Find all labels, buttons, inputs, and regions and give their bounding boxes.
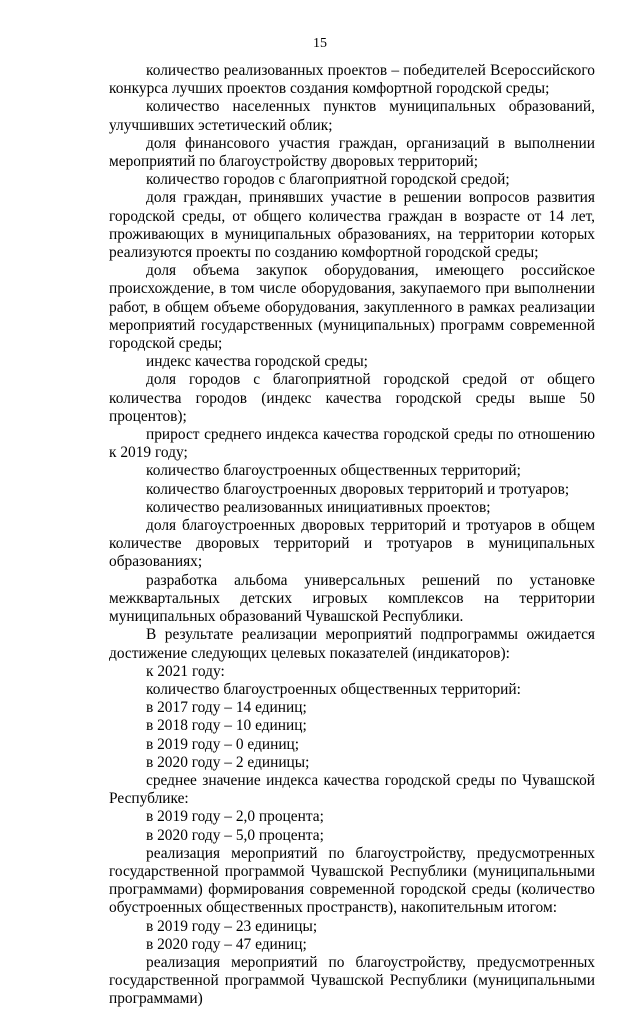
paragraph: реализация мероприятий по благоустройству, предусмотренных государственной программой Чувашской Республики (муниципальными программами) [109, 953, 595, 1008]
paragraph: количество реализованных инициативных проектов; [146, 498, 491, 516]
paragraph: В результате реализации мероприятий подпрограммы ожидается достижение следующих целевых показателей (индикаторов): [109, 626, 595, 662]
paragraph: количество благоустроенных общественных территорий; [146, 462, 521, 480]
paragraph: количество городов с благоприятной городской средой; [146, 171, 510, 189]
paragraph: в 2019 году – 2,0 процента; [146, 808, 324, 826]
paragraph: в 2020 году – 5,0 процента; [146, 826, 324, 844]
paragraph: в 2019 году – 0 единиц; [146, 735, 300, 753]
paragraph: разработка альбома универсальных решений по установке межквартальных детских игровых комплексов на территории муниципальных образований Чувашской Республики. [109, 571, 595, 626]
paragraph: реализация мероприятий по благоустройству, предусмотренных государственной программой Чувашской Республики (муниципальными программами) формирования современной городской среды (количество обустроенных общественных пространств), накопительным итогом: [109, 844, 595, 917]
paragraph: доля граждан, принявших участие в решении вопросов развития городской среды, от общего количества граждан в возрасте от 14 лет, проживающих в муниципальных образованиях, на территории которых реализуются проекты по созданию комфортной городской среды; [109, 189, 595, 262]
paragraph: к 2021 году: [146, 662, 225, 680]
paragraph: в 2019 году – 23 единицы; [146, 917, 318, 935]
paragraph: доля городов с благоприятной городской средой от общего количества городов (индекс качества городской среды выше 50 процентов); [109, 371, 595, 425]
paragraph: в 2018 году – 10 единиц; [146, 717, 307, 735]
document-body [109, 62, 595, 1009]
paragraph: среднее значение индекса качества городской среды по Чувашской Республике: [109, 771, 595, 808]
paragraph: количество реализованных проектов – победителей Всероссийского конкурса лучших проектов создания комфортной городской среды; [109, 62, 595, 98]
paragraph: доля объема закупок оборудования, имеющего российское происхождение, в том числе оборудования, закупаемого при выполнении работ, в общем объеме оборудования, закупленного в рамках реализации мероприятий государственных (муниципальных) программ современной городской среды; [109, 262, 595, 353]
paragraph: индекс качества городской среды; [146, 353, 368, 371]
paragraph: прирост среднего индекса качества городской среды по отношению к 2019 году; [109, 426, 595, 462]
paragraph: доля финансового участия граждан, организаций в выполнении мероприятий по благоустройству дворовых территорий; [109, 134, 595, 171]
paragraph: доля благоустроенных дворовых территорий и тротуаров в общем количестве дворовых территорий и тротуаров в муниципальных образованиях; [109, 517, 595, 571]
paragraph: в 2017 году – 14 единиц; [146, 699, 307, 717]
paragraph: количество благоустроенных дворовых территорий и тротуаров; [146, 480, 570, 498]
paragraph: количество населенных пунктов муниципальных образований, улучшивших эстетический облик; [109, 98, 595, 134]
page-number: 15 [313, 36, 327, 51]
paragraph: количество благоустроенных общественных территорий: [146, 680, 521, 698]
paragraph: в 2020 году – 2 единицы; [146, 753, 310, 771]
paragraph: в 2020 году – 47 единиц; [146, 935, 307, 953]
